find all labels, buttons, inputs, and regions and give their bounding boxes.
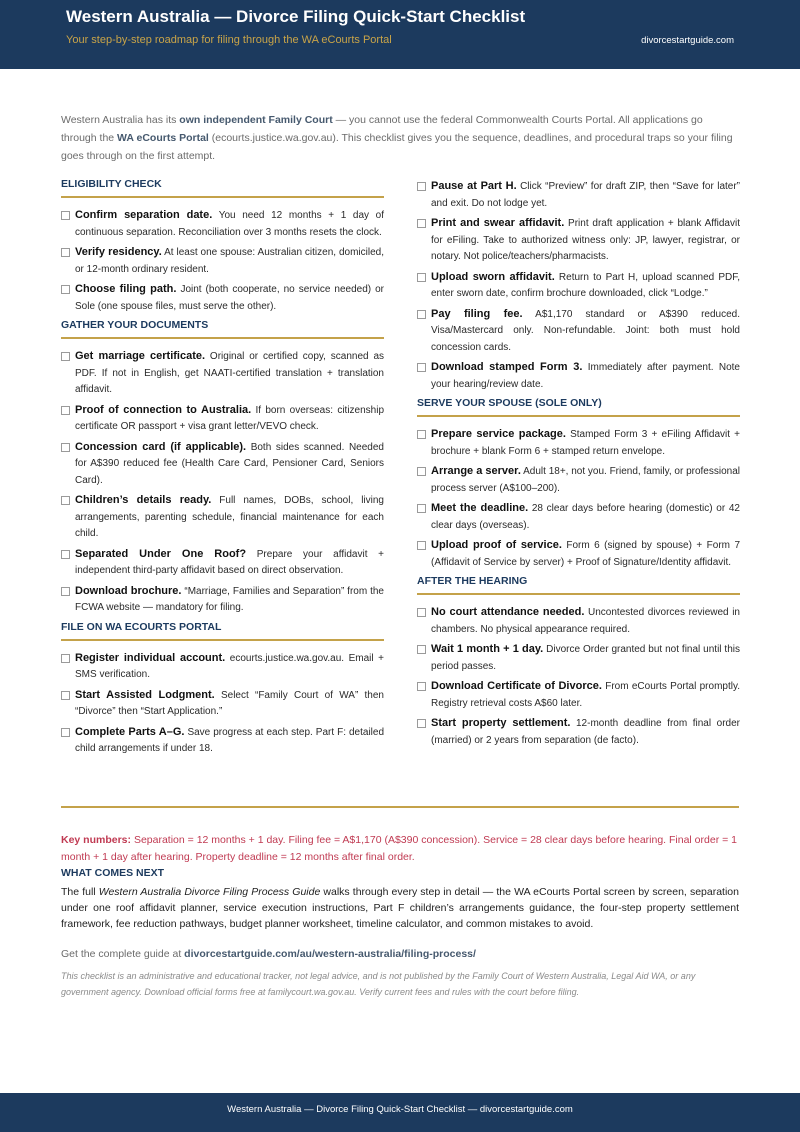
checklist-item-lead: Confirm separation date. xyxy=(75,209,213,221)
checkbox[interactable] xyxy=(61,550,70,559)
section-divider xyxy=(61,806,739,808)
section-documents xyxy=(61,319,384,617)
checkbox[interactable] xyxy=(417,182,426,191)
section-heading: ELIGIBILITY CHECK xyxy=(61,178,384,198)
checklist-item xyxy=(417,678,740,712)
section-heading: GATHER YOUR DOCUMENTS xyxy=(61,319,384,339)
checkbox[interactable] xyxy=(61,587,70,596)
checklist-item-text: Both sides scanned. Needed for A$390 reduced fee (Health Care Card, Pensioner Card, Seniors Card). xyxy=(75,441,384,486)
checklist-item xyxy=(417,359,740,393)
guide-link-line xyxy=(61,948,739,960)
section-heading: FILE ON WA ECOURTS PORTAL xyxy=(61,621,384,641)
checklist-item xyxy=(61,492,384,543)
checklist-item-lead: Arrange a server. xyxy=(431,465,521,477)
checklist-item xyxy=(417,306,740,357)
checklist-item-text: Save progress at each step. Part F: detailed child arrangements if under 18. xyxy=(75,726,385,754)
checklist-item-lead: Register individual account. xyxy=(75,651,226,664)
checklist-item-text: 12-month deadline from final order (married) or 2 years from separation (de facto). xyxy=(431,718,740,746)
checklist-item-text: Immediately after payment. Note your hearing/review date. xyxy=(431,362,740,390)
checklist xyxy=(61,348,384,617)
checklist-item-lead: Start Assisted Lodgment. xyxy=(75,688,215,701)
checklist-item-text: At least one spouse: Australian citizen, domiciled, or 12-month ordinary resident. xyxy=(75,247,384,275)
checklist-item-text: Full names, DOBs, school, living arrangements, parenting schedule, financial maintenance for each child. xyxy=(75,495,384,539)
checklist-item-lead: Download Certificate of Divorce. xyxy=(431,680,602,692)
page-header xyxy=(0,0,800,69)
checklist-item xyxy=(61,724,384,758)
checklist xyxy=(417,178,740,393)
intro-paragraph xyxy=(61,111,739,165)
checklist-item-lead: Prepare service package. xyxy=(431,428,566,440)
checklist-item-lead: Download stamped Form 3. xyxy=(431,361,583,373)
checklist-item-text: Divorce Order granted but not final until this period passes. xyxy=(431,644,740,672)
checklist-item-text: If born overseas: citizenship certificate OR passport + visa grant letter/VEVO check. xyxy=(75,404,385,432)
checklist-item-lead: Meet the deadline. xyxy=(431,502,529,514)
intro-emphasis: own independent Family Court xyxy=(179,114,333,126)
checkbox[interactable] xyxy=(417,719,426,728)
checkbox[interactable] xyxy=(417,608,426,617)
checklist-item xyxy=(417,715,740,749)
checklist-item-text: Original or certified copy, scanned as PDF. If not in English, get NAATI-certified translation + translation affidavit. xyxy=(75,351,384,395)
checklist xyxy=(61,650,384,758)
checklist-item-lead: Wait 1 month + 1 day. xyxy=(431,643,544,655)
checklist-item-text: Print draft application + blank Affidavit for eFiling. Take to authorized witness only: JP, lawyer, registrar, or notary. Not police/teachers/pharmacists. xyxy=(431,218,740,262)
checklist-item-text: “Marriage, Families and Separation” from the FCWA website — mandatory for filing. xyxy=(75,585,384,613)
checkbox[interactable] xyxy=(61,406,70,415)
key-numbers xyxy=(61,832,739,865)
checklist-item-lead: Separated Under One Roof? xyxy=(75,547,247,560)
checkbox[interactable] xyxy=(417,430,426,439)
checklist-item-text: From eCourts Portal promptly. Registry retrieval costs A$60 later. xyxy=(431,681,740,709)
next-text: The full xyxy=(61,886,99,898)
checklist-right-column xyxy=(417,178,740,752)
checklist-item-text: A$1,170 standard or A$390 reduced. Visa/Mastercard only. Non-refundable. Joint: both must hold concession cards. xyxy=(431,308,740,353)
checklist xyxy=(61,207,384,315)
key-numbers-text: Separation = 12 months + 1 day. Filing fee = A$1,170 (A$390 concession). Service = 28 clear days before hearing. Final order = 1 month + 1 day after hearing. Property deadline = 12 months after final order. xyxy=(61,834,737,863)
checklist-item-text: Uncontested divorces reviewed in chambers. No physical appearance required. xyxy=(431,607,740,635)
footer-text: Western Australia — Divorce Filing Quick-Start Checklist — divorcestartguide.com xyxy=(227,1104,573,1115)
page-footer xyxy=(0,1093,800,1132)
checkbox[interactable] xyxy=(417,682,426,691)
checkbox[interactable] xyxy=(61,654,70,663)
checklist-item-lead: Get marriage certificate. xyxy=(75,350,206,362)
checklist-item-lead: Verify residency. xyxy=(75,246,162,258)
checklist-item xyxy=(61,281,384,315)
checklist-item-text: Click “Preview” for draft ZIP, then “Save for later” and exit. Do not lodge yet. xyxy=(431,181,741,209)
page-subtitle: Your step-by-step roadmap for filing through the WA eCourts Portal xyxy=(66,34,392,46)
checkbox[interactable] xyxy=(417,645,426,654)
checklist-item-lead: Complete Parts A–G. xyxy=(75,725,185,738)
checklist-item-text: Adult 18+, not you. Friend, family, or professional process server (A$100–200). xyxy=(431,466,740,494)
section-portal-continued xyxy=(417,178,740,393)
checklist-item xyxy=(417,500,740,534)
section-heading: SERVE YOUR SPOUSE (SOLE ONLY) xyxy=(417,397,740,417)
next-text: walks through every step in detail — the WA eCourts Portal screen by screen, separation under one roof affidavit planner, service execution instructions, Part F children’s arrangements guidance, the four-step property settlement framework, fee reduction pathways, budget planner worksheet, timeline calculator, and common mistakes to avoid. xyxy=(61,886,739,930)
header-site-link[interactable]: divorcestartguide.com xyxy=(641,35,734,46)
checklist-item-lead: Children’s details ready. xyxy=(75,494,212,506)
section-after xyxy=(417,575,740,749)
section-portal xyxy=(61,621,384,758)
intro-emphasis: WA eCourts Portal xyxy=(117,132,209,144)
page-title: Western Australia — Divorce Filing Quick-Start Checklist xyxy=(66,7,526,26)
checklist-item xyxy=(61,402,384,436)
checkbox[interactable] xyxy=(61,248,70,257)
checklist xyxy=(417,604,740,749)
checklist-item-text: Prepare your affidavit + independent third-party affidavit based on direct observation. xyxy=(75,548,385,576)
checklist-item-lead: Start property settlement. xyxy=(431,717,571,729)
checklist-item xyxy=(417,463,740,497)
checklist-item-lead: No court attendance needed. xyxy=(431,606,585,618)
section-serve xyxy=(417,397,740,571)
checklist-item xyxy=(61,439,384,490)
section-heading: AFTER THE HEARING xyxy=(417,575,740,595)
checklist-item xyxy=(417,426,740,460)
checkbox[interactable] xyxy=(417,363,426,372)
checklist-item-lead: Concession card (if applicable). xyxy=(75,440,247,453)
checkbox[interactable] xyxy=(417,273,426,282)
checklist-item-text: ecourts.justice.wa.gov.au. Email + SMS verification. xyxy=(75,652,385,680)
checklist-item-text: 28 clear days before hearing (domestic) or 42 clear days (overseas). xyxy=(431,503,740,531)
checklist-item-lead: Upload sworn affidavit. xyxy=(431,270,555,283)
checklist xyxy=(417,426,740,571)
checklist-item-text: Stamped Form 3 + eFiling Affidavit + brochure + blank Form 6 + stamped return envelope. xyxy=(431,429,741,457)
checklist-item-lead: Pause at Part H. xyxy=(431,180,517,192)
checklist-item-text: Joint (both cooperate, no service needed) or Sole (one spouse files, must serve the other). xyxy=(75,284,384,312)
checklist-item-text: Select “Family Court of WA” then “Divorce” then “Start Application.” xyxy=(75,689,384,717)
checkbox[interactable] xyxy=(417,219,426,228)
checklist-left-column xyxy=(61,178,384,761)
checklist-item-lead: Pay filing fee. xyxy=(431,307,523,320)
checkbox[interactable] xyxy=(61,443,70,452)
checklist-item-lead: Download brochure. xyxy=(75,584,182,597)
checklist-item xyxy=(417,641,740,675)
checklist-item-text: You need 12 months + 1 day of continuous separation. Reconciliation over 3 months resets the clock. xyxy=(75,210,385,238)
next-heading: WHAT COMES NEXT xyxy=(61,867,165,879)
guide-url-link[interactable]: divorcestartguide.com/au/western-australia/filing-process/ xyxy=(184,948,476,960)
checkbox[interactable] xyxy=(61,211,70,220)
checklist-item xyxy=(61,650,384,684)
guide-prefix: Get the complete guide at xyxy=(61,948,185,960)
checkbox[interactable] xyxy=(61,691,70,700)
checklist-item xyxy=(417,269,740,303)
checklist-item xyxy=(417,215,740,266)
checklist-item-text: Return to Part H, upload scanned PDF, enter sworn date, confirm brochure downloaded, click “Lodge.” xyxy=(431,271,741,299)
checklist-item-lead: Proof of connection to Australia. xyxy=(75,403,252,416)
checkbox[interactable] xyxy=(417,504,426,513)
checklist-item xyxy=(417,537,740,571)
checkbox[interactable] xyxy=(61,285,70,294)
checkbox[interactable] xyxy=(61,496,70,505)
checklist-item-lead: Choose filing path. xyxy=(75,283,177,295)
checkbox[interactable] xyxy=(61,728,70,737)
checkbox[interactable] xyxy=(417,541,426,550)
guide-title: Western Australia Divorce Filing Process Guide xyxy=(98,886,321,898)
intro-text: — you cannot use the federal Commonwealth Courts Portal. All applications go through the xyxy=(61,114,703,144)
checklist-item xyxy=(61,687,384,721)
checklist-item xyxy=(417,604,740,638)
checklist-item xyxy=(417,178,740,212)
checklist-item xyxy=(61,207,384,241)
checklist-item xyxy=(61,244,384,278)
checkbox[interactable] xyxy=(61,352,70,361)
checkbox[interactable] xyxy=(417,310,426,319)
next-paragraph xyxy=(61,884,739,932)
checklist-item-lead: Print and swear affidavit. xyxy=(431,217,565,229)
checklist-item xyxy=(61,583,384,617)
checklist-item xyxy=(61,546,384,580)
checklist-item xyxy=(61,348,384,399)
checkbox[interactable] xyxy=(417,467,426,476)
disclaimer: This checklist is an administrative and educational tracker, not legal advice, and is not published by the Family Court of Western Australia, Legal Aid WA, or any government agency. Download official forms free at familycourt.wa.gov.au. Verify current fees and rules with the court before filing. xyxy=(61,971,696,997)
key-numbers-label: Key numbers: xyxy=(61,834,132,846)
section-eligibility xyxy=(61,178,384,315)
checklist-item-lead: Upload proof of service. xyxy=(431,539,562,551)
checklist-item-text: Form 6 (signed by spouse) + Form 7 (Affidavit of Service by server) + Proof of Signature/Identity affidavit. xyxy=(431,540,740,568)
intro-text: Western Australia has its xyxy=(61,114,180,126)
intro-text: (ecourts.justice.wa.gov.au). This checklist gives you the sequence, deadlines, and procedural traps so your filing goes through on the first attempt. xyxy=(61,132,733,162)
